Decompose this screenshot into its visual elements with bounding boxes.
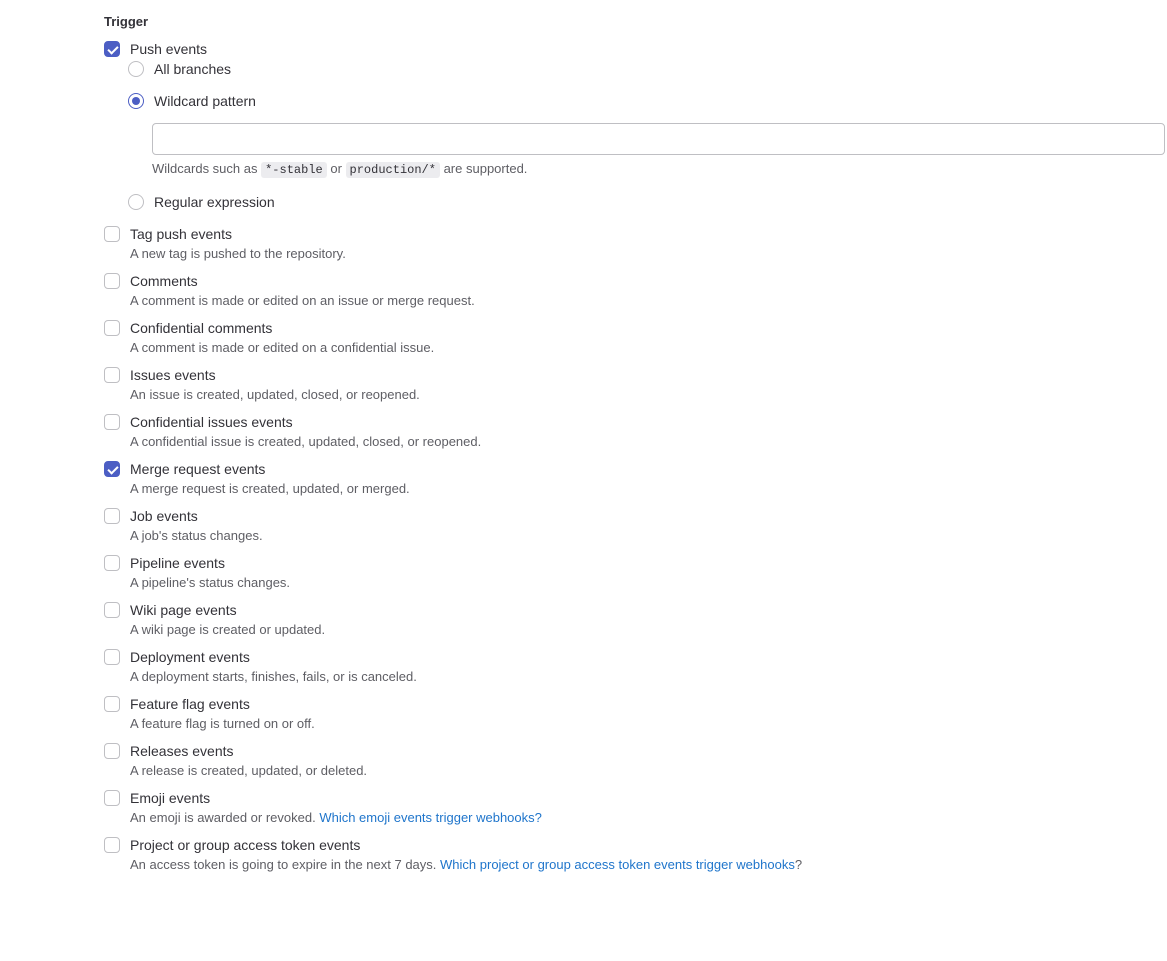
event-label[interactable]: Tag push events — [130, 226, 232, 242]
event-description — [130, 291, 1167, 311]
event-description-text: An issue is created, updated, closed, or reopened. — [130, 387, 420, 402]
event-description — [130, 338, 1167, 358]
event-label[interactable]: Deployment events — [130, 649, 250, 665]
event-item — [104, 600, 1167, 640]
wildcard-pattern-radio[interactable] — [128, 93, 144, 109]
event-description-text: A merge request is created, updated, or merged. — [130, 481, 410, 496]
event-description-text: A release is created, updated, or deleted. — [130, 763, 368, 778]
all-branches-radio[interactable] — [128, 61, 144, 77]
event-description-text: A comment is made or edited on a confidential issue. — [130, 340, 435, 355]
event-description-text: A deployment starts, finishes, fails, or is canceled. — [130, 669, 417, 684]
event-checkbox-list — [104, 224, 1167, 875]
event-checkbox[interactable] — [104, 696, 120, 712]
event-description — [130, 808, 1167, 828]
event-label[interactable]: Job events — [130, 508, 198, 524]
event-checkbox[interactable] — [104, 555, 120, 571]
event-label[interactable]: Confidential comments — [130, 320, 273, 336]
push-events-options — [128, 59, 1167, 212]
event-docs-link[interactable]: Which emoji events trigger webhooks? — [319, 810, 542, 825]
checkbox-row[interactable] — [104, 788, 1167, 808]
event-description — [130, 620, 1167, 640]
event-description-text: An emoji is awarded or revoked. — [130, 810, 316, 825]
event-description — [130, 432, 1167, 452]
event-description-text: An access token is going to expire in the next 7 days. — [130, 857, 437, 872]
event-item — [104, 741, 1167, 781]
radio-row-wildcard-pattern[interactable] — [128, 91, 1167, 111]
event-item — [104, 788, 1167, 828]
event-checkbox[interactable] — [104, 837, 120, 853]
push-events-checkbox[interactable] — [104, 41, 120, 57]
event-item — [104, 224, 1167, 264]
wildcard-help-suffix: are supported. — [443, 161, 528, 176]
event-description — [130, 479, 1167, 499]
event-description — [130, 573, 1167, 593]
event-description — [130, 855, 1167, 875]
page-title: Trigger — [104, 14, 149, 29]
checkbox-row[interactable] — [104, 553, 1167, 573]
event-item — [104, 318, 1167, 358]
event-item — [104, 835, 1167, 875]
event-checkbox[interactable] — [104, 743, 120, 759]
wildcard-pattern-label[interactable]: Wildcard pattern — [154, 93, 256, 109]
event-description — [130, 714, 1167, 734]
event-checkbox[interactable] — [104, 414, 120, 430]
event-checkbox[interactable] — [104, 226, 120, 242]
push-events-label[interactable]: Push events — [130, 41, 208, 57]
event-description — [130, 244, 1167, 264]
event-description — [130, 761, 1167, 781]
event-description — [130, 385, 1167, 405]
event-description-text: A new tag is pushed to the repository. — [130, 246, 346, 261]
event-description-text: A comment is made or edited on an issue or merge request. — [130, 293, 475, 308]
event-label[interactable]: Merge request events — [130, 461, 266, 477]
event-label[interactable]: Emoji events — [130, 790, 211, 806]
checkbox-row[interactable] — [104, 506, 1167, 526]
event-description-text: A feature flag is turned on or off. — [130, 716, 315, 731]
checkbox-row[interactable] — [104, 835, 1167, 855]
event-description-text: A pipeline's status changes. — [130, 575, 291, 590]
event-description-text: A confidential issue is created, updated, closed, or reopened. — [130, 434, 482, 449]
checkbox-row[interactable] — [104, 365, 1167, 385]
event-checkbox[interactable] — [104, 320, 120, 336]
event-checkbox[interactable] — [104, 508, 120, 524]
checkbox-row[interactable] — [104, 694, 1167, 714]
event-label[interactable]: Comments — [130, 273, 198, 289]
event-description-text: A job's status changes. — [130, 528, 263, 543]
event-checkbox[interactable] — [104, 273, 120, 289]
checkbox-row[interactable] — [104, 647, 1167, 667]
event-link-tail: ? — [794, 857, 803, 872]
event-description — [130, 526, 1167, 546]
checkbox-row-push-events[interactable] — [104, 39, 1167, 59]
event-item — [104, 553, 1167, 593]
event-docs-link[interactable]: Which project or group access token events trigger webhooks — [440, 857, 795, 872]
event-checkbox[interactable] — [104, 790, 120, 806]
event-item — [104, 459, 1167, 499]
event-description-text: A wiki page is created or updated. — [130, 622, 326, 637]
event-item — [104, 271, 1167, 311]
regular-expression-label[interactable]: Regular expression — [154, 194, 275, 210]
event-label[interactable]: Project or group access token events — [130, 837, 361, 853]
wildcard-example-production: production/* — [346, 162, 440, 178]
event-label[interactable]: Feature flag events — [130, 696, 250, 712]
event-checkbox[interactable] — [104, 461, 120, 477]
checkbox-row[interactable] — [104, 412, 1167, 432]
event-item — [104, 647, 1167, 687]
wildcard-example-stable: *-stable — [261, 162, 327, 178]
event-checkbox[interactable] — [104, 602, 120, 618]
radio-row-all-branches[interactable] — [128, 59, 1167, 79]
event-item — [104, 365, 1167, 405]
wildcard-pattern-input[interactable] — [152, 123, 1165, 155]
event-item — [104, 412, 1167, 452]
event-label[interactable]: Pipeline events — [130, 555, 225, 571]
event-checkbox[interactable] — [104, 367, 120, 383]
checkbox-row[interactable] — [104, 459, 1167, 479]
checkbox-row[interactable] — [104, 600, 1167, 620]
event-label[interactable]: Wiki page events — [130, 602, 237, 618]
checkbox-row[interactable] — [104, 741, 1167, 761]
checkbox-row[interactable] — [104, 224, 1167, 244]
event-item — [104, 694, 1167, 734]
event-label[interactable]: Releases events — [130, 743, 234, 759]
checkbox-row[interactable] — [104, 318, 1167, 338]
event-item — [104, 506, 1167, 546]
wildcard-help-text — [152, 159, 1167, 180]
event-label[interactable]: Confidential issues events — [130, 414, 293, 430]
wildcard-help-prefix: Wildcards such as — [152, 161, 258, 176]
event-label[interactable]: Issues events — [130, 367, 216, 383]
wildcard-help-middle: or — [330, 161, 342, 176]
all-branches-label[interactable]: All branches — [154, 61, 232, 77]
regular-expression-radio[interactable] — [128, 194, 144, 210]
event-description — [130, 667, 1167, 687]
radio-row-regular-expression[interactable] — [128, 192, 1167, 212]
checkbox-row[interactable] — [104, 271, 1167, 291]
event-checkbox[interactable] — [104, 649, 120, 665]
